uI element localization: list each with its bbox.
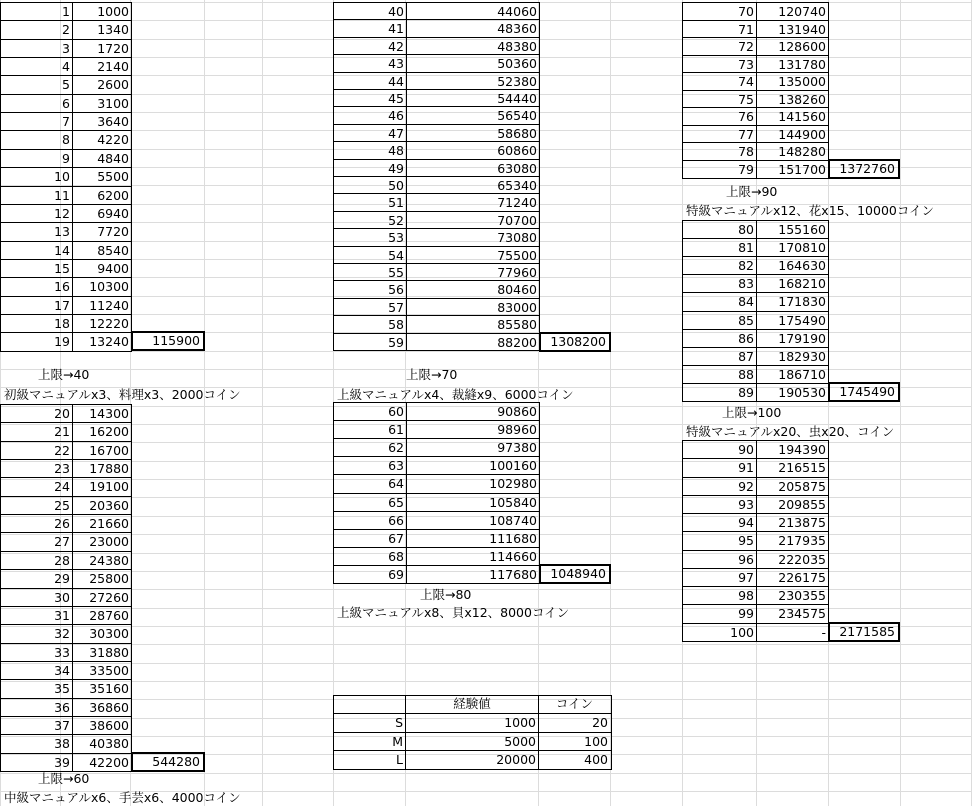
level-cell[interactable]: 99 xyxy=(738,606,754,621)
level-cell[interactable]: 18 xyxy=(54,316,70,331)
level-cap-90-requirements[interactable]: 特級マニュアルx12、花x15、10000コイン xyxy=(686,203,934,218)
level-cell[interactable]: 75 xyxy=(738,92,754,107)
exp-cell[interactable]: 16200 xyxy=(89,424,129,439)
reward-row-coin[interactable]: 20 xyxy=(592,715,608,730)
level-cell[interactable]: 88 xyxy=(738,367,754,382)
total-exp-cell[interactable]: 1048940 xyxy=(539,564,611,584)
total-exp-cell[interactable]: 2171585 xyxy=(828,622,900,642)
exp-cell[interactable]: 151700 xyxy=(778,162,826,177)
level-cell[interactable]: 94 xyxy=(738,515,754,530)
level-cell[interactable]: 17 xyxy=(54,298,70,313)
reward-row-exp[interactable]: 5000 xyxy=(504,734,536,749)
level-cap-70-note[interactable]: 上限→70 xyxy=(406,367,458,382)
exp-cell[interactable]: 234575 xyxy=(778,606,826,621)
level-cell[interactable]: 80 xyxy=(738,222,754,237)
exp-cell[interactable]: 35160 xyxy=(89,681,129,696)
level-cell[interactable]: 12 xyxy=(54,206,70,221)
level-cell[interactable]: 61 xyxy=(388,422,404,437)
level-cell[interactable]: 64 xyxy=(388,476,404,491)
reward-row-exp[interactable]: 20000 xyxy=(496,752,536,767)
exp-cell[interactable]: 38600 xyxy=(89,718,129,733)
level-cell[interactable]: 45 xyxy=(388,91,404,106)
level-cell[interactable]: 26 xyxy=(54,516,70,531)
exp-cell[interactable]: 217935 xyxy=(778,533,826,548)
exp-cell[interactable]: 131780 xyxy=(778,57,826,72)
level-cell[interactable]: 36 xyxy=(54,700,70,715)
exp-cell[interactable]: 5500 xyxy=(97,169,129,184)
exp-cell[interactable]: 21660 xyxy=(89,516,129,531)
exp-cell[interactable]: 182930 xyxy=(778,349,826,364)
level-cell[interactable]: 60 xyxy=(388,404,404,419)
exp-cell[interactable]: 230355 xyxy=(778,588,826,603)
exp-cell[interactable]: 8540 xyxy=(97,243,129,258)
level-cell[interactable]: 62 xyxy=(388,440,404,455)
level-cell[interactable]: 74 xyxy=(738,74,754,89)
exp-cell[interactable]: 98960 xyxy=(497,422,537,437)
level-cell[interactable]: 23 xyxy=(54,461,70,476)
level-cell[interactable]: 28 xyxy=(54,553,70,568)
level-cell[interactable]: 7 xyxy=(62,114,70,129)
reward-row-coin[interactable]: 100 xyxy=(584,734,608,749)
level-cap-100-requirements[interactable]: 特級マニュアルx20、虫x20、コイン xyxy=(686,424,895,439)
exp-cell[interactable]: 209855 xyxy=(778,497,826,512)
level-cell[interactable]: 76 xyxy=(738,109,754,124)
level-cell[interactable]: 48 xyxy=(388,143,404,158)
exp-cell[interactable]: 24380 xyxy=(89,553,129,568)
exp-cell[interactable]: 48360 xyxy=(497,21,537,36)
level-cap-80-requirements[interactable]: 上級マニュアルx8、貝x12、8000コイン xyxy=(337,605,570,620)
level-cell[interactable]: 19 xyxy=(54,334,70,349)
exp-cell[interactable]: 11240 xyxy=(89,298,129,313)
total-exp-cell[interactable]: 1745490 xyxy=(828,382,900,402)
exp-cell[interactable]: 131940 xyxy=(778,22,826,37)
level-cap-40-requirements[interactable]: 初級マニュアルx3、料理x3、2000コイン xyxy=(4,387,241,402)
level-cell[interactable]: 68 xyxy=(388,549,404,564)
level-cell[interactable]: 89 xyxy=(738,385,754,400)
exp-cell[interactable]: 70700 xyxy=(497,213,537,228)
level-cell[interactable]: 73 xyxy=(738,57,754,72)
exp-cell[interactable]: 17880 xyxy=(89,461,129,476)
level-cell[interactable]: 1 xyxy=(62,4,70,19)
total-exp-cell[interactable]: 1372760 xyxy=(828,159,900,179)
exp-cell[interactable]: 175490 xyxy=(778,313,826,328)
exp-cell[interactable]: 190530 xyxy=(778,385,826,400)
exp-cell[interactable]: 194390 xyxy=(778,442,826,457)
exp-cell[interactable]: 88200 xyxy=(497,335,537,350)
reward-header-coin[interactable]: コイン xyxy=(555,696,594,711)
exp-cell[interactable]: 179190 xyxy=(778,331,826,346)
level-cell[interactable]: 49 xyxy=(388,161,404,176)
exp-cell[interactable]: 50360 xyxy=(497,56,537,71)
exp-cell[interactable]: 213875 xyxy=(778,515,826,530)
level-cell[interactable]: 21 xyxy=(54,424,70,439)
exp-cell[interactable]: 85580 xyxy=(497,317,537,332)
exp-cell[interactable]: 168210 xyxy=(778,276,826,291)
reward-row-size[interactable]: S xyxy=(395,715,403,730)
level-cell[interactable]: 38 xyxy=(54,736,70,751)
level-cap-40-note[interactable]: 上限→40 xyxy=(38,367,90,382)
level-cell[interactable]: 16 xyxy=(54,279,70,294)
exp-cell[interactable]: 3100 xyxy=(97,96,129,111)
exp-cell[interactable]: 73080 xyxy=(497,230,537,245)
level-cell[interactable]: 79 xyxy=(738,162,754,177)
total-exp-cell[interactable]: 544280 xyxy=(131,752,205,772)
level-cell[interactable]: 67 xyxy=(388,531,404,546)
exp-cell[interactable]: 20360 xyxy=(89,498,129,513)
exp-cell[interactable]: 7720 xyxy=(97,224,129,239)
level-cell[interactable]: 53 xyxy=(388,230,404,245)
exp-cell[interactable]: 58680 xyxy=(497,126,537,141)
level-cell[interactable]: 3 xyxy=(62,41,70,56)
exp-cell[interactable]: 52380 xyxy=(497,74,537,89)
exp-cell[interactable]: 1340 xyxy=(97,22,129,37)
level-cell[interactable]: 35 xyxy=(54,681,70,696)
level-cell[interactable]: 31 xyxy=(54,608,70,623)
exp-cell[interactable]: 77960 xyxy=(497,265,537,280)
level-cell[interactable]: 70 xyxy=(738,4,754,19)
exp-cell[interactable]: 13240 xyxy=(89,334,129,349)
level-cell[interactable]: 90 xyxy=(738,442,754,457)
exp-cell[interactable]: 141560 xyxy=(778,109,826,124)
exp-cell[interactable]: 171830 xyxy=(778,294,826,309)
exp-cell[interactable]: 9400 xyxy=(97,261,129,276)
level-cell[interactable]: 51 xyxy=(388,195,404,210)
level-cell[interactable]: 6 xyxy=(62,96,70,111)
exp-cell[interactable]: 222035 xyxy=(778,552,826,567)
level-cell[interactable]: 63 xyxy=(388,458,404,473)
level-cell[interactable]: 82 xyxy=(738,258,754,273)
exp-cell[interactable]: 2140 xyxy=(97,59,129,74)
level-cell[interactable]: 41 xyxy=(388,21,404,36)
level-cell[interactable]: 22 xyxy=(54,443,70,458)
level-cell[interactable]: 87 xyxy=(738,349,754,364)
level-cell[interactable]: 20 xyxy=(54,406,70,421)
exp-cell[interactable]: 144900 xyxy=(778,127,826,142)
level-cell[interactable]: 47 xyxy=(388,126,404,141)
exp-cell[interactable]: 27260 xyxy=(89,590,129,605)
exp-cell[interactable]: 31880 xyxy=(89,645,129,660)
level-cell[interactable]: 34 xyxy=(54,663,70,678)
exp-cell[interactable]: 12220 xyxy=(89,316,129,331)
level-cell[interactable]: 8 xyxy=(62,132,70,147)
level-cell[interactable]: 84 xyxy=(738,294,754,309)
level-cap-70-requirements[interactable]: 上級マニュアルx4、裁縫x9、6000コイン xyxy=(337,387,574,402)
level-cell[interactable]: 58 xyxy=(388,317,404,332)
exp-cell[interactable]: 6200 xyxy=(97,188,129,203)
exp-cell[interactable]: 30300 xyxy=(89,626,129,641)
level-cell[interactable]: 2 xyxy=(62,22,70,37)
exp-cell[interactable]: 102980 xyxy=(489,476,537,491)
level-cell[interactable]: 10 xyxy=(54,169,70,184)
level-cell[interactable]: 100 xyxy=(730,625,754,640)
level-cell[interactable]: 40 xyxy=(388,4,404,19)
exp-cell[interactable]: 111680 xyxy=(489,531,537,546)
exp-cell[interactable]: 1000 xyxy=(97,4,129,19)
exp-cell[interactable]: 28760 xyxy=(89,608,129,623)
exp-cell[interactable]: 6940 xyxy=(97,206,129,221)
reward-row-size[interactable]: L xyxy=(396,752,403,767)
level-cell[interactable]: 32 xyxy=(54,626,70,641)
level-cell[interactable]: 11 xyxy=(54,188,70,203)
level-cell[interactable]: 44 xyxy=(388,74,404,89)
level-cell[interactable]: 69 xyxy=(388,567,404,582)
level-cell[interactable]: 72 xyxy=(738,39,754,54)
exp-cell[interactable]: 216515 xyxy=(778,460,826,475)
exp-cell[interactable]: 80460 xyxy=(497,282,537,297)
level-cap-90-note[interactable]: 上限→90 xyxy=(726,184,778,199)
level-cell[interactable]: 42 xyxy=(388,39,404,54)
exp-cell[interactable]: 128600 xyxy=(778,39,826,54)
level-cell[interactable]: 52 xyxy=(388,213,404,228)
exp-cell[interactable]: 155160 xyxy=(778,222,826,237)
level-cell[interactable]: 97 xyxy=(738,570,754,585)
exp-cell[interactable]: 60860 xyxy=(497,143,537,158)
level-cell[interactable]: 56 xyxy=(388,282,404,297)
exp-cell[interactable]: 205875 xyxy=(778,479,826,494)
total-exp-cell[interactable]: 1308200 xyxy=(539,332,611,352)
exp-cell[interactable]: 164630 xyxy=(778,258,826,273)
level-cell[interactable]: 14 xyxy=(54,243,70,258)
exp-cell[interactable]: 65340 xyxy=(497,178,537,193)
level-cell[interactable]: 54 xyxy=(388,248,404,263)
exp-cell[interactable]: 23000 xyxy=(89,534,129,549)
level-cell[interactable]: 4 xyxy=(62,59,70,74)
exp-cell[interactable]: 4220 xyxy=(97,132,129,147)
reward-row-exp[interactable]: 1000 xyxy=(504,715,536,730)
level-cell[interactable]: 27 xyxy=(54,534,70,549)
total-exp-cell[interactable]: 115900 xyxy=(131,331,205,351)
level-cap-100-note[interactable]: 上限→100 xyxy=(722,405,782,420)
exp-cell[interactable]: 226175 xyxy=(778,570,826,585)
exp-cell[interactable]: 40380 xyxy=(89,736,129,751)
level-cell[interactable]: 9 xyxy=(62,151,70,166)
level-cell[interactable]: 59 xyxy=(388,335,404,350)
exp-cell[interactable]: 14300 xyxy=(89,406,129,421)
level-cell[interactable]: 29 xyxy=(54,571,70,586)
level-cell[interactable]: 92 xyxy=(738,479,754,494)
level-cell[interactable]: 57 xyxy=(388,300,404,315)
level-cell[interactable]: 85 xyxy=(738,313,754,328)
level-cell[interactable]: 83 xyxy=(738,276,754,291)
exp-cell[interactable]: 108740 xyxy=(489,513,537,528)
exp-cell[interactable]: 105840 xyxy=(489,495,537,510)
level-cell[interactable]: 15 xyxy=(54,261,70,276)
exp-cell[interactable]: 170810 xyxy=(778,240,826,255)
reward-header-exp[interactable]: 経験値 xyxy=(453,696,491,711)
level-cell[interactable]: 98 xyxy=(738,588,754,603)
level-cell[interactable]: 24 xyxy=(54,479,70,494)
level-cell[interactable]: 93 xyxy=(738,497,754,512)
exp-cell[interactable]: 44060 xyxy=(497,4,537,19)
level-cell[interactable]: 66 xyxy=(388,513,404,528)
level-cell[interactable]: 81 xyxy=(738,240,754,255)
level-cell[interactable]: 39 xyxy=(54,755,70,770)
exp-cell[interactable]: 186710 xyxy=(778,367,826,382)
exp-cell[interactable]: 25800 xyxy=(89,571,129,586)
level-cell[interactable]: 86 xyxy=(738,331,754,346)
exp-cell[interactable]: 1720 xyxy=(97,41,129,56)
exp-cell[interactable]: 83000 xyxy=(497,300,537,315)
level-cell[interactable]: 55 xyxy=(388,265,404,280)
level-cell[interactable]: 13 xyxy=(54,224,70,239)
exp-cell[interactable]: 71240 xyxy=(497,195,537,210)
reward-row-coin[interactable]: 400 xyxy=(584,752,608,767)
exp-cell[interactable]: 42200 xyxy=(89,755,129,770)
level-cap-60-note[interactable]: 上限→60 xyxy=(38,771,90,786)
level-cell[interactable]: 96 xyxy=(738,552,754,567)
level-cell[interactable]: 65 xyxy=(388,495,404,510)
exp-cell[interactable]: 135000 xyxy=(778,74,826,89)
exp-cell[interactable]: 4840 xyxy=(97,151,129,166)
exp-cell[interactable]: 16700 xyxy=(89,443,129,458)
level-cell[interactable]: 25 xyxy=(54,498,70,513)
exp-cell[interactable]: 54440 xyxy=(497,91,537,106)
exp-cell[interactable]: 63080 xyxy=(497,161,537,176)
level-cell[interactable]: 50 xyxy=(388,178,404,193)
level-cell[interactable]: 95 xyxy=(738,533,754,548)
level-cell[interactable]: 78 xyxy=(738,144,754,159)
exp-cell[interactable]: 3640 xyxy=(97,114,129,129)
exp-cell[interactable]: 120740 xyxy=(778,4,826,19)
exp-cell[interactable]: 19100 xyxy=(89,479,129,494)
level-cell[interactable]: 5 xyxy=(62,77,70,92)
level-cap-60-requirements[interactable]: 中級マニュアルx6、手芸x6、4000コイン xyxy=(4,790,241,805)
level-cell[interactable]: 30 xyxy=(54,590,70,605)
exp-cell[interactable]: 138260 xyxy=(778,92,826,107)
exp-cell[interactable]: 90860 xyxy=(497,404,537,419)
exp-cell[interactable]: 36860 xyxy=(89,700,129,715)
exp-cell[interactable]: 75500 xyxy=(497,248,537,263)
exp-cell[interactable]: 56540 xyxy=(497,108,537,123)
exp-cell[interactable]: 48380 xyxy=(497,39,537,54)
reward-row-size[interactable]: M xyxy=(392,734,403,749)
exp-cell[interactable]: 33500 xyxy=(89,663,129,678)
level-cell[interactable]: 91 xyxy=(738,460,754,475)
level-cap-80-note[interactable]: 上限→80 xyxy=(420,587,472,602)
exp-cell[interactable]: 2600 xyxy=(97,77,129,92)
row-divider xyxy=(0,351,132,352)
level-cell[interactable]: 33 xyxy=(54,645,70,660)
exp-cell[interactable]: 148280 xyxy=(778,144,826,159)
level-cell[interactable]: 46 xyxy=(388,108,404,123)
exp-cell[interactable]: - xyxy=(821,625,826,640)
level-cell[interactable]: 71 xyxy=(738,22,754,37)
exp-cell[interactable]: 97380 xyxy=(497,440,537,455)
level-cell[interactable]: 77 xyxy=(738,127,754,142)
level-cell[interactable]: 37 xyxy=(54,718,70,733)
exp-cell[interactable]: 100160 xyxy=(489,458,537,473)
exp-cell[interactable]: 117680 xyxy=(489,567,537,582)
exp-cell[interactable]: 114660 xyxy=(489,549,537,564)
exp-cell[interactable]: 10300 xyxy=(89,279,129,294)
level-cell[interactable]: 43 xyxy=(388,56,404,71)
